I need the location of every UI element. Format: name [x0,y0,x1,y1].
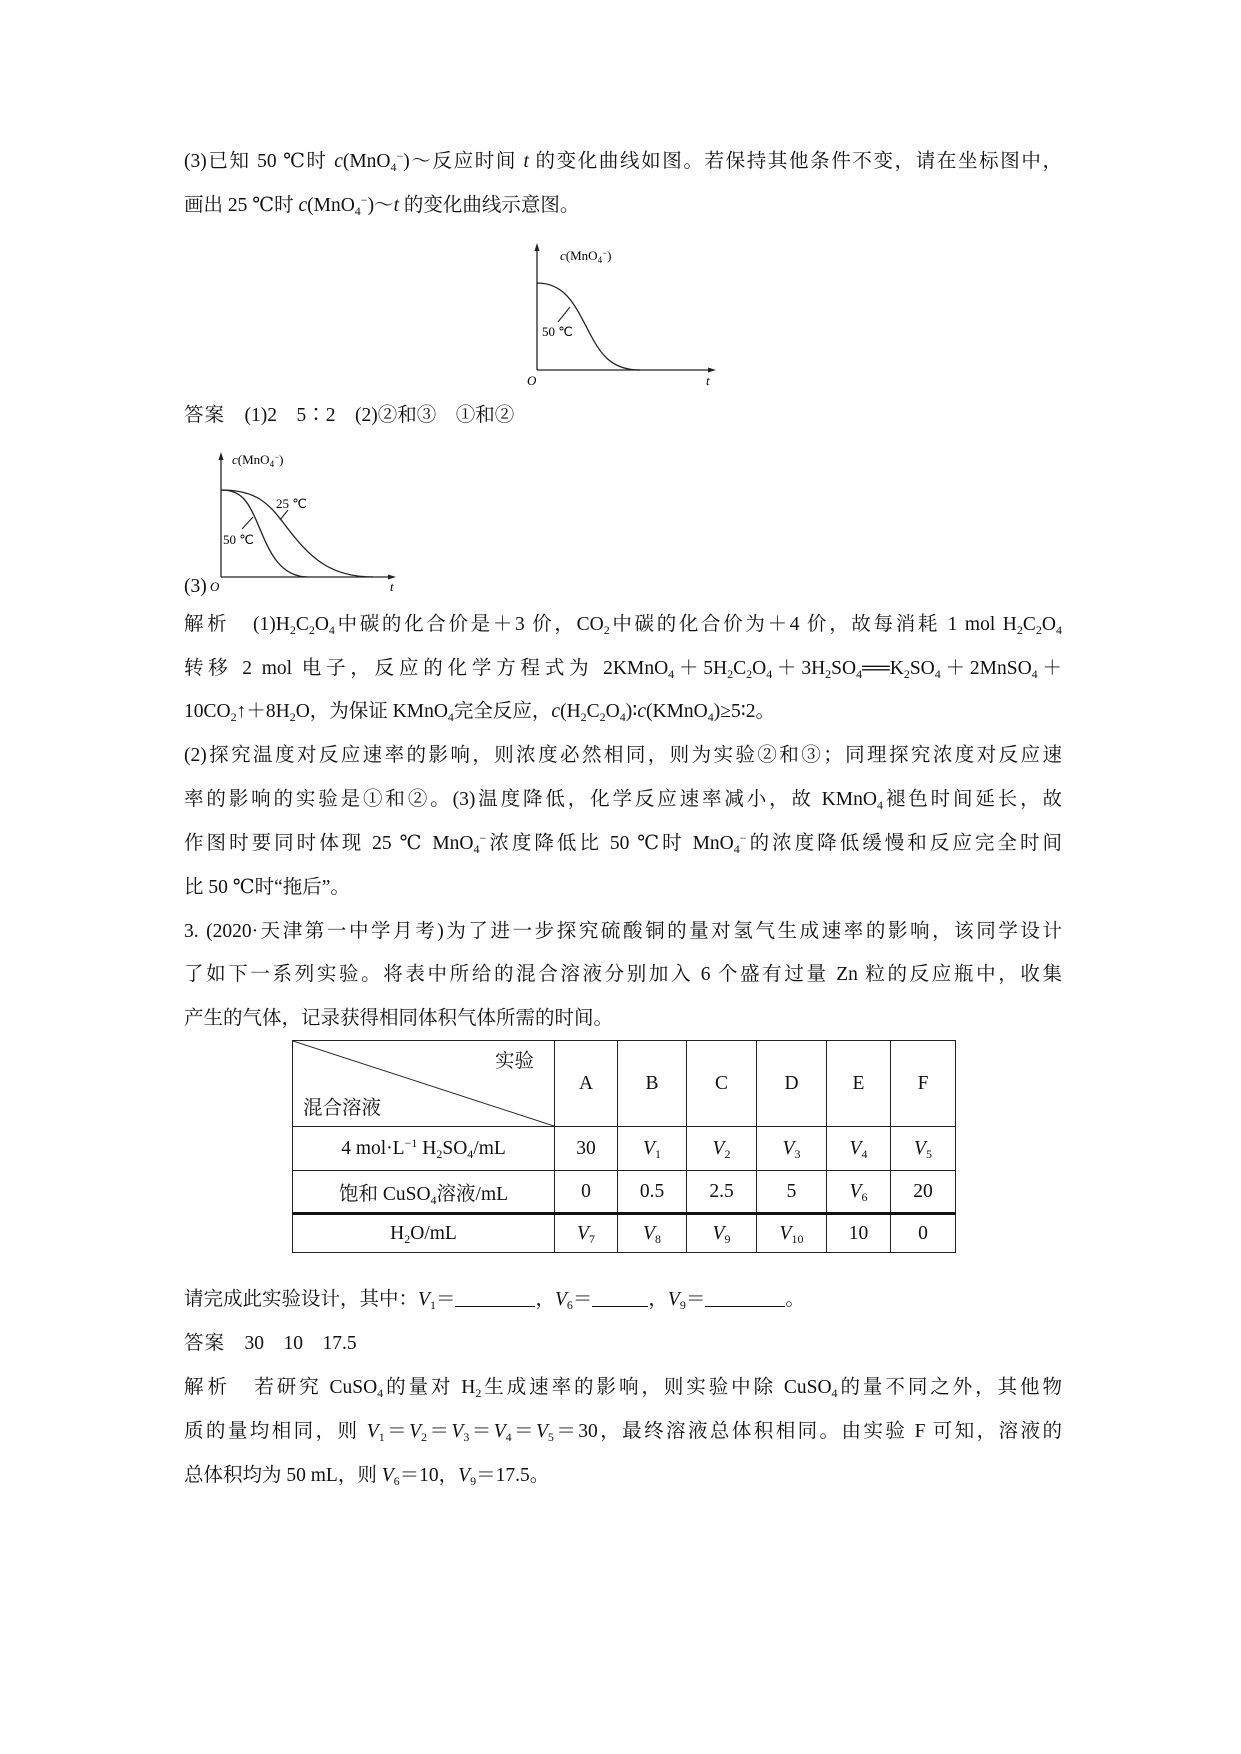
fill-in-prompt: 请完成此实验设计，其中：$V_1=$ ，$V_6=$ ，$V_9=$ 。 [184,1289,805,1312]
table-row [293,1214,956,1253]
table-header-row [293,1041,956,1127]
answer-label: 答案 [184,1333,226,1354]
v9-blank[interactable] [705,1288,785,1307]
answer1-text: (1)2 5∶2 (2)②和③ ①和② [244,405,515,426]
x-axis-label: t [706,373,710,388]
fill-in-end: 。 [785,1289,805,1310]
answer1 [184,404,514,428]
origin-label: O [527,373,537,388]
analysis1-p2-line4: 比 50 ℃时“拖后”。 [184,877,350,898]
analysis1-p1-line3: $10CO_2↑+8H_2O$，为保证 KMnO$_4$完全反应，$c(H_2C_2O_4)∶c(KMnO_4)\ge 5∶2$。 [184,701,776,724]
answer1-part3-label: (3) [184,576,207,597]
fill-in-prefix: 请完成此实验设计，其中： [184,1289,419,1310]
q3-prompt-line2: 画出 25 ℃时 c(MnO$_4$−)～t 的变化曲线示意图。 [184,193,580,218]
analysis1-p1-line1: 解析 $(1)H_2C_2O_4$中碳的化合价是＋3 价，$CO_2$中碳的化合价为＋4 价，故每消耗 1 mol $H_2C_2O_4$ [184,614,1062,637]
x-axis-label: t [390,579,394,594]
y-axis-label: c(MnO$_4$−) [560,248,612,265]
v6-blank[interactable] [592,1288,648,1307]
curve-label-50c: 50 ℃ [223,532,254,547]
corner-bottom-left: 混合溶液 [303,1098,382,1119]
table-cell: $V_2$ [687,1127,757,1171]
table-cell: $V_8$ [618,1214,687,1253]
analysis1-p1-line2: 转移 2 mol 电子，反应的化学方程式为 $2KMnO_4+5H_2C_2O_4+3H_2SO_4══K_2SO_4+2MnSO_4+$ [184,658,1062,681]
column-header: E [827,1041,891,1127]
table-cell: 20 [891,1171,956,1214]
row-label: 4 $mol\cdot L^{-1}$ $H_2SO_4/mL$ [293,1127,555,1171]
y-axis-label: c(MnO$_4$−) [232,452,284,469]
curve-label-50c: 50 ℃ [542,324,573,339]
table-cell: $V_5$ [891,1127,956,1171]
analysis2-line1: 解析 若研究 CuSO$_4$的量对 $H_2$生成速率的影响，则实验中除 CuSO$_4$的量不同之外，其他物 [184,1377,1062,1400]
table-cell: $V_3$ [757,1127,827,1171]
table-cell: 10 [827,1214,891,1253]
table-cell: 0 [555,1171,618,1214]
figure-50c-curve [520,235,740,395]
analysis1-p2-line1: (2)探究温度对反应速率的影响，则浓度必然相同，则为实验②和③；同理探究浓度对反应速 [184,745,1062,766]
table-cell: $V_4$ [827,1127,891,1171]
column-header: F [891,1041,956,1127]
answer2 [184,1332,357,1356]
table-cell: $V_{10}$ [757,1214,827,1253]
table-cell: 30 [555,1127,618,1171]
column-header: C [687,1041,757,1127]
table-cell: 5 [757,1171,827,1214]
column-header: D [757,1041,827,1127]
question3-line3: 产生的气体，记录获得相同体积气体所需的时间。 [184,1008,614,1029]
row-label: 饱和 CuSO$_4$溶液/mL [293,1171,555,1214]
experiment-table [292,1040,956,1253]
analysis2-line3: 总体积均为 50 mL，则 $V_6=10$，$V_9=17.5$。 [184,1465,550,1488]
table-cell: $V_7$ [555,1214,618,1253]
table-row [293,1127,956,1171]
table-cell: 2.5 [687,1171,757,1214]
question3-line1: 3. (2020·天津第一中学月考)为了进一步探究硫酸铜的量对氢气生成速率的影响，该同学设计 [184,921,1062,942]
row-label: $H_2O/mL$ [293,1214,555,1253]
column-header: A [555,1041,618,1127]
table-cell: $V_6$ [827,1171,891,1214]
q3-prompt-line1: (3)已知 50 ℃时 c(MnO$_4$−)～反应时间 t 的变化曲线如图。若保持其他条件不变，请在坐标图中， [184,149,1062,174]
analysis1-p2-line2: 率的影响的实验是①和②。(3)温度降低，化学反应速率减小，故 KMnO$_4$褪色时间延长，故 [184,789,1062,812]
table-cell: $V_1$ [618,1127,687,1171]
table-corner-cell [293,1041,555,1127]
origin-label: O [210,579,220,594]
table-row [293,1171,956,1214]
question3-line2: 了如下一系列实验。将表中所给的混合溶液分别加入 6 个盛有过量 Zn 粒的反应瓶中，收集 [184,964,1062,985]
table-cell: 0 [891,1214,956,1253]
corner-top-right: 实验 [494,1051,534,1072]
analysis2-line2: 质的量均相同，则 $V_1=V_2=V_3=V_4=V_5=30$，最终溶液总体积相同。由实验 F 可知，溶液的 [184,1421,1062,1444]
table-cell: 0.5 [618,1171,687,1214]
v1-blank[interactable] [455,1288,535,1307]
curve-label-25c: 25 ℃ [276,496,307,511]
figure-25c-50c-curves [200,440,420,600]
analysis1-p2-line3: 作图时要同时体现 25 ℃ MnO$_4$−浓度降低比 50 ℃时 MnO$_4$−的浓度降低缓慢和反应完全时间 [184,831,1062,856]
answer2-values: 30 10 17.5 [244,1333,357,1354]
answer-label: 答案 [184,405,226,426]
column-header: B [618,1041,687,1127]
table-cell: $V_9$ [687,1214,757,1253]
